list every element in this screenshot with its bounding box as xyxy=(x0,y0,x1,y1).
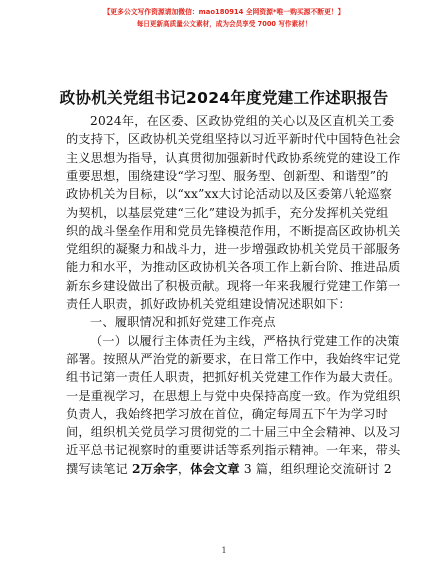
paragraph-line: 近平总书记视察时的重要讲话等系列指示精神。一年来，带头 xyxy=(66,443,401,458)
promo-line-1: 【更多公文写作资源请加微信：mao180914 全网资源*唯一购买源不断更！】 xyxy=(103,8,345,16)
emphasis-text: 体会文章 xyxy=(190,461,240,476)
paragraph-line: 为契机，以基层党建“三化”建设为抓手，充分发挥机关党组 xyxy=(66,205,389,220)
paragraph-line: 2024年，在区委、区政协党组的关心以及区直机关工委 xyxy=(90,114,395,128)
text-span: 撰写读笔记 xyxy=(66,461,133,476)
paragraph-line: 负责人，我始终把学习放在首位，确定每周五下午为学习时 xyxy=(66,406,389,421)
paragraph-line: 主义思想为指导，认真贯彻加强新时代政协系统党的建设工作 xyxy=(66,150,401,165)
text-span: 3 篇，组织理论交流研讨 2 xyxy=(239,461,392,476)
paragraph-line: 党组织的凝聚力和战斗力，进一步增强政协机关党员干部服务 xyxy=(66,242,401,257)
paragraph-line xyxy=(66,460,392,478)
paragraph-line: 间，组织机关党员学习贯彻党的二十届三中全会精神、以及习 xyxy=(66,425,401,440)
paragraph-line: （一）以履行主体责任为主线，严格执行党建工作的决策 xyxy=(90,333,400,348)
document-title: 政协机关党组书记2024年度党建工作述职报告 xyxy=(59,89,389,107)
text-span: ， xyxy=(177,461,191,476)
paragraph-line: 新东乡建设做出了积极贡献。现将一年来我履行党建工作第一 xyxy=(66,278,401,293)
paragraph-line: 的支持下，区政协机关党组坚持以习近平新时代中国特色社会 xyxy=(66,132,401,147)
paragraph-line: 部署。按照从严治党的新要求，在日常工作中，我始终牢记党 xyxy=(66,351,401,366)
promo-line-2: 每日更新高质量公文素材，成为会员享受 7000 写作素材！ xyxy=(136,20,312,28)
paragraph-line: 政协机关为目标，以“xx”xx大讨论活动以及区委第八轮巡察 xyxy=(66,187,393,202)
emphasis-text: 2万余字 xyxy=(132,461,178,476)
promo-banner xyxy=(0,6,448,30)
paragraph-line: 能力和水平，为推动区政协机关各项工作上新台阶、推进品质 xyxy=(66,260,401,275)
page-number: 1 xyxy=(221,546,227,555)
paragraph-line: 责任人职责，抓好政协机关党组建设情况述职如下： xyxy=(66,297,351,311)
paragraph-line: 一是重视学习，在思想上与党中央保持高度一致。作为党组织 xyxy=(66,388,401,403)
paragraph-line: 织的战斗堡垒作用和党员先锋模范作用，不断提高区政协机关 xyxy=(66,223,401,238)
paragraph-line: 重要思想，围绕建设“学习型、服务型、创新型、和谐型”的 xyxy=(66,168,389,183)
section-heading: 一、履职情况和抓好党建工作亮点 xyxy=(90,315,276,330)
paragraph-line: 组书记第一责任人职责，把抓好机关党建工作作为最大责任。 xyxy=(66,370,401,385)
